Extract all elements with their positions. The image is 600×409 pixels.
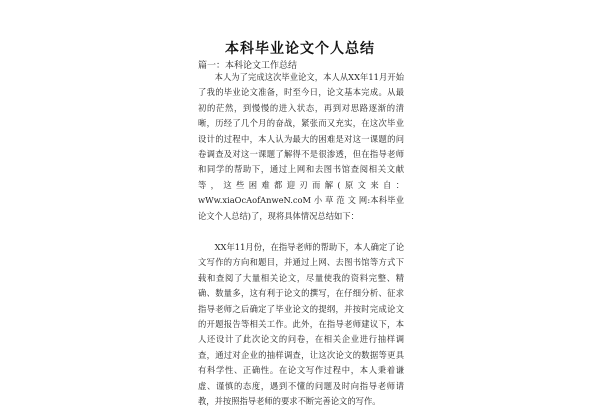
section-heading: 篇一：本科论文工作总结 [198, 61, 298, 71]
paragraph-1: 本人为了完成这次毕业论文，本人从XX年11月开始了我的毕业论文准备，时至今日，论文基本完成。从最初的茫然，到慢慢的进入状态，再到对思路逐渐的清晰，历经了几个月的奋战，紧张而又充实，在这次毕业设计的过程中，本人认为最大的困难是对这一课题的问卷调查及对这一课题了解得不是很渗透，但在指导老师和同学的帮助下，通过上网和去图书馆查阅相关文献等，这些困难都迎刃而解(原文来自：wWw.xiaOcAofAnweN.coM 小 草 范 文 网:本科毕业论文个人总结)了，现将具体情况总结如下： [198, 72, 404, 221]
paragraph-2: XX年11月份，在指导老师的帮助下，本人确定了论文写作的方向和题目，并通过上网、去图书馆等方式下载和查阅了大量相关论文，尽量使我的资料完整、精确、数量多，这有利于论文的撰写，在仔细分析、征求指导老师之后确定了毕业论文的提纲，并按时完成论文的开题报告等相关工作。此外，在指导老师建议下，本人还设计了此次论文的问卷，在相关企业进行抽样调查，通过对企业的抽样调查，让这次论文的数据等更具有科学性、正确性。在论文写作过程中，本人秉着谦虚、谨慎的态度，遇到不懂的问题及时向指导老师请教，并按照指导老师的要求不断完善论文的写作。 [198, 242, 404, 407]
document-title: 本科毕业论文个人总结 [225, 41, 375, 57]
